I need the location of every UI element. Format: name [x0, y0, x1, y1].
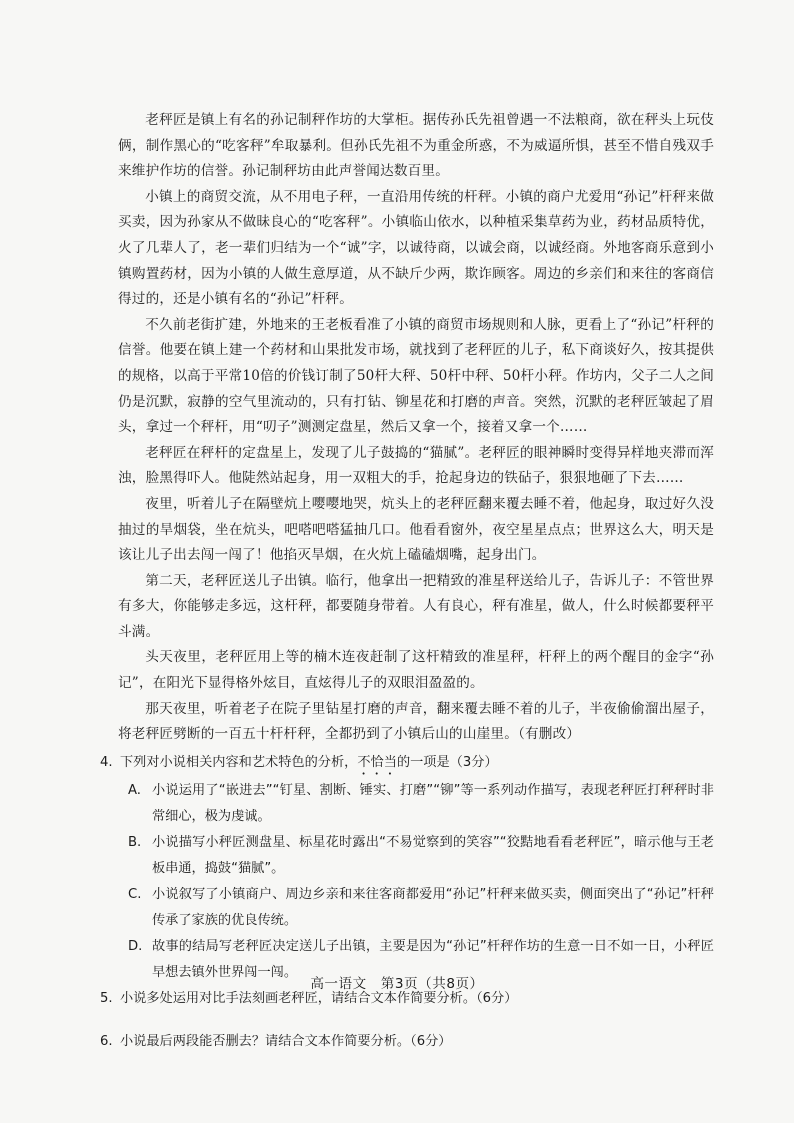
answer-space — [118, 1011, 714, 1029]
question-4-text-before: 下列对小说相关内容和艺术特色的分析， — [120, 754, 358, 770]
option-d-label: D. — [128, 938, 143, 954]
option-d-text: 故事的结局写老秤匠决定送儿子出镇，主要是因为“孙记”杆秤作坊的生意一日不如一日，小秤匠早想去镇外世界闯一闯。 — [152, 938, 714, 980]
option-c — [122, 882, 714, 934]
option-c-text: 小说叙写了小镇商户、周边乡亲和来往客商都爱用“孙记”杆秤来做买卖，侧面突出了“孙记”杆秤传承了家族的优良传统。 — [152, 886, 714, 928]
paragraph-7: 头天夜里，老秤匠用上等的楠木连夜赶制了这杆精致的准星秤，杆秤上的两个醒目的金字“孙记”，在阳光下显得格外炫目，直炫得儿子的双眼泪盈盈的。 — [118, 649, 714, 692]
question-4-options — [122, 778, 714, 986]
option-b — [122, 830, 714, 882]
question-4 — [100, 750, 714, 986]
story-passage — [118, 108, 714, 748]
option-a-text: 小说运用了“嵌进去”“钉星、割断、锤实、打磨”“铆”等一系列动作描写，表现老秤匠打秤秤时非常细心，极为虔诚。 — [152, 782, 714, 824]
option-a-label: A. — [128, 782, 141, 798]
question-6-text: 小说最后两段能否删去？请结合文本作简要分析。（6分） — [120, 1034, 452, 1050]
paragraph-2: 小镇上的商贸交流，从不用电子秤，一直沿用传统的杆秤。小镇的商户尤爱用“孙记”杆秤来做买卖，因为孙家从不做昧良心的“吃客秤”。小镇临山依水，以种植采集草药为业，药材品质特优，火了几辈人了，老一辈们归结为一个“诚”字，以诚待商，以诚会商，以诚经商。外地客商乐意到小镇购置药材，因为小镇的人做生意厚道，从不缺斤少两，欺诈顾客。周边的乡亲们和来往的客商信得过的，还是小镇有名的“孙记”杆秤。 — [118, 188, 714, 308]
paragraph-1: 老秤匠是镇上有名的孙记制秤作坊的大掌柜。据传孙氏先祖曾遇一不法粮商，欲在秤头上玩伎俩，制作黑心的“吃客秤”牟取暴利。但孙氏先祖不为重金所惑，不为威逼所惧，甚至不惜自残双手来维护作坊的信誉。孙记制秤坊由此声誉闻达数百里。 — [118, 112, 714, 180]
paragraph-4: 老秤匠在秤杆的定盘星上，发现了儿子鼓捣的“猫腻”。老秤匠的眼神瞬时变得异样地夹滞而浑浊，脸黑得吓人。他陡然站起身，用一双粗大的手，抢起身边的铁砧子，狠狠地砸了下去…… — [118, 444, 714, 487]
question-6 — [100, 1029, 714, 1055]
question-5-text: 小说多处运用对比手法刻画老秤匠，请结合文本作简要分析。（6分） — [120, 990, 518, 1006]
paragraph-8: 那天夜里，听着老子在院子里钻星打磨的声音，翻来覆去睡不着的儿子，半夜偷偷溜出屋子，将老秤匠劈断的一百五十杆杆秤，全都扔到了小镇后山的山崖里。（有删改） — [118, 700, 714, 743]
paragraph-6: 第二天，老秤匠送儿子出镇。临行，他拿出一把精致的准星秤送给儿子，告诉儿子：不管世界有多大，你能够走多远，这杆秤，都要随身带着。人有良心，秤有准星，做人，什么时候都要秤平斗满。 — [118, 572, 714, 640]
question-4-emphasis: 不恰当 — [357, 754, 397, 770]
option-a — [122, 778, 714, 830]
question-4-stem — [100, 750, 714, 778]
option-b-label: B. — [128, 834, 142, 850]
option-c-label: C. — [128, 886, 142, 902]
question-6-number: 6. — [100, 1034, 113, 1050]
page-footer: 高一语文 第3页（共8页） — [310, 976, 484, 992]
question-4-number: 4. — [100, 754, 113, 770]
question-5-number: 5. — [100, 990, 113, 1006]
paragraph-5: 夜里，听着儿子在隔壁炕上嘤嘤地哭，炕头上的老秤匠翻来覆去睡不着，他起身，取过好久没抽过的旱烟袋，坐在炕头，吧嗒吧嗒猛抽几口。他看看窗外，夜空星星点点；世界这么大，明天是该让儿子出去闯一闯了！他掐灭旱烟，在火炕上磕磕烟嘴，起身出门。 — [118, 495, 714, 564]
paragraph-3: 不久前老街扩建，外地来的王老板看准了小镇的商贸市场规则和人脉，更看上了“孙记”杆秤的信誉。他要在镇上建一个药材和山果批发市场，就找到了老秤匠的儿子，私下商谈好久，按其提供的规格，以高于平常10倍的价钱订制了50杆大秤、50杆中秤、50杆小秤。作坊内，父子二人之间仍是沉默，寂静的空气里流动的，只有打钻、铆星花和打磨的声音。突然，沉默的老秤匠皱起了眉头，拿过一个秤杆，用“叨子”测测定盘星，然后又拿一个，接着又拿一个…… — [118, 316, 714, 436]
option-b-text: 小说描写小秤匠测盘星、标星花时露出“不易觉察到的笑容”“狡黠地看看老秤匠”，暗示他与王老板串通，捣鼓“猫腻”。 — [152, 834, 714, 876]
question-4-text-after: 的一项是（3分） — [396, 754, 498, 770]
